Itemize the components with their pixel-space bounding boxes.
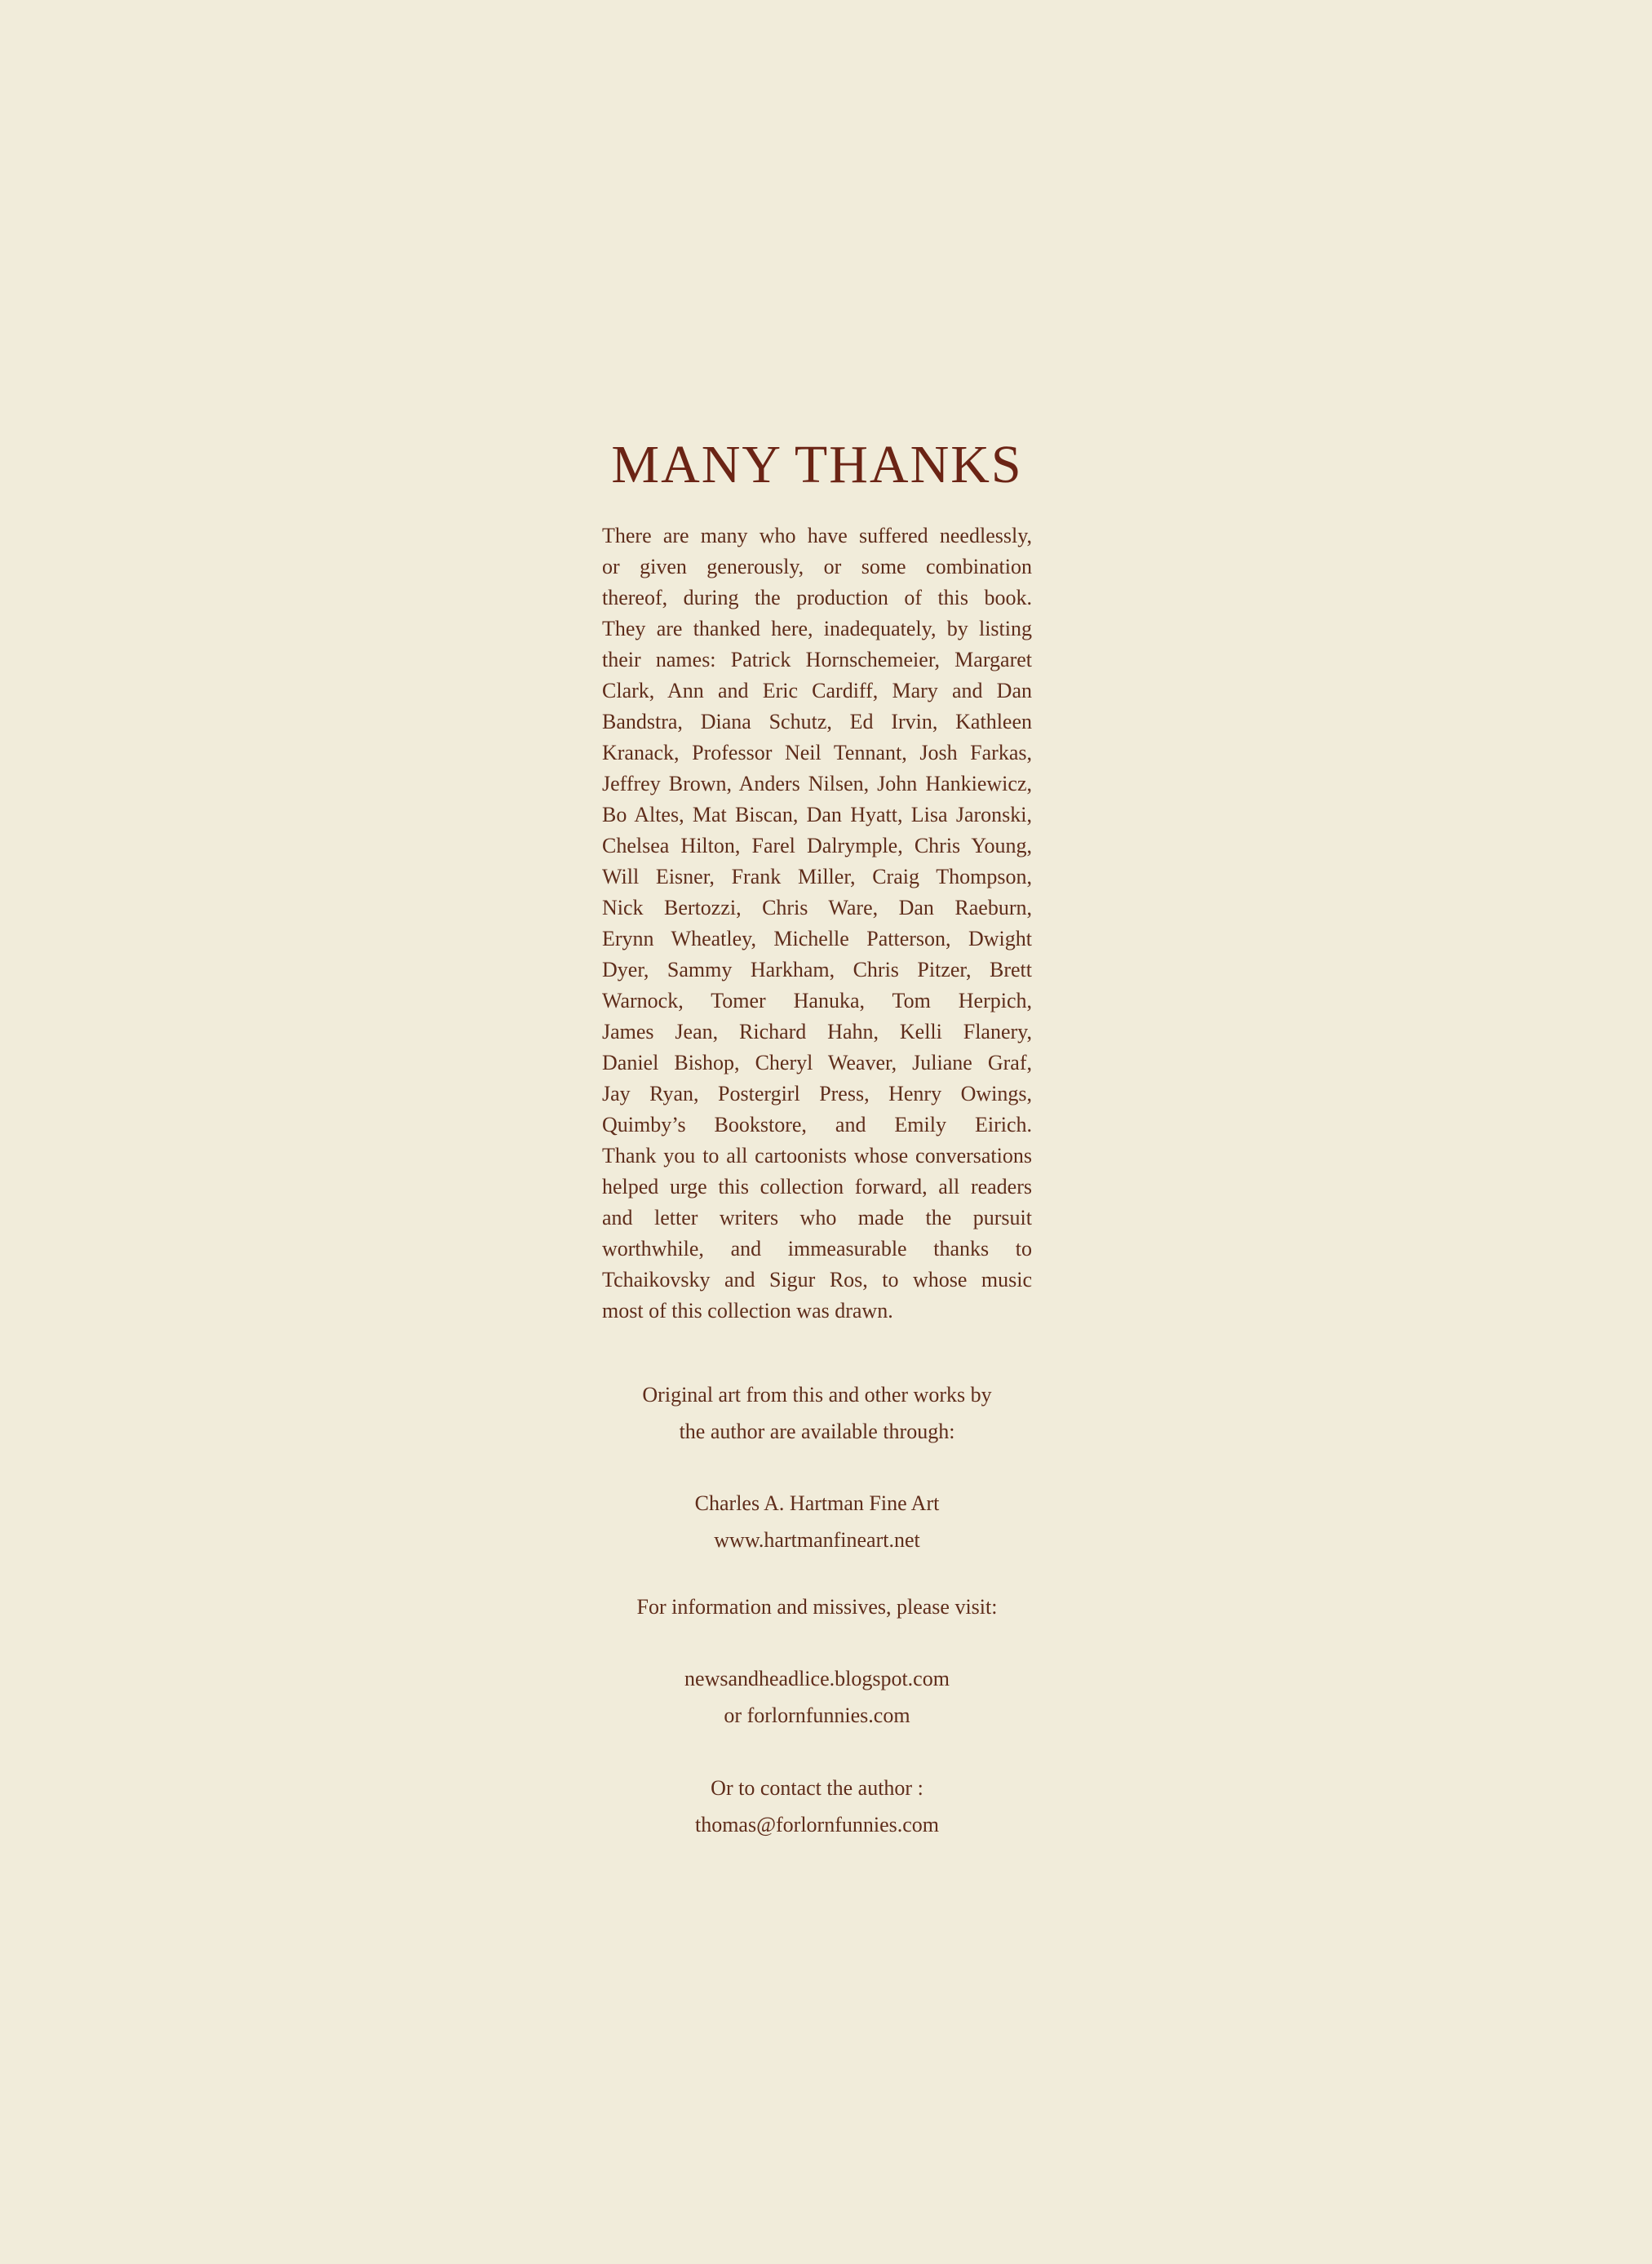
paragraph-line: Kranack, Professor Neil Tennant, Josh Farkas, xyxy=(602,741,1032,764)
paragraph-line: Bandstra, Diana Schutz, Ed Irvin, Kathleen xyxy=(602,710,1032,733)
paragraph-line: most of this collection was drawn. xyxy=(602,1299,893,1323)
blog-url: newsandheadlice.blogspot.com xyxy=(684,1667,950,1690)
paragraph-line: Nick Bertozzi, Chris Ware, Dan Raeburn, xyxy=(602,896,1032,919)
paragraph-line: Will Eisner, Frank Miller, Craig Thompson, xyxy=(602,865,1032,888)
original-art-note-line-2: the author are available through: xyxy=(679,1420,955,1443)
paragraph-line: Erynn Wheatley, Michelle Patterson, Dwight xyxy=(602,927,1032,950)
paragraph-line: Thank you to all cartoonists whose conversations xyxy=(602,1144,1032,1167)
paragraph-line: There are many who have suffered needlessly, xyxy=(602,524,1032,547)
original-art-note-line-1: Original art from this and other works by xyxy=(642,1383,992,1407)
paragraph-line: worthwhile, and immeasurable thanks to xyxy=(602,1237,1032,1260)
paragraph-line: Tchaikovsky and Sigur Ros, to whose music xyxy=(602,1268,1032,1291)
paragraph-line: They are thanked here, inadequately, by listing xyxy=(602,617,1032,640)
info-note-line: For information and missives, please visit: xyxy=(636,1595,998,1619)
contact-note xyxy=(602,1770,1032,1843)
paragraph-line: Warnock, Tomer Hanuka, Tom Herpich, xyxy=(602,989,1032,1012)
paragraph-line: Daniel Bishop, Cheryl Weaver, Juliane Graf, xyxy=(602,1051,1032,1074)
paragraph-line: Dyer, Sammy Harkham, Chris Pitzer, Brett xyxy=(602,958,1032,981)
alt-url: or forlornfunnies.com xyxy=(724,1704,910,1727)
paragraph-line: Jeffrey Brown, Anders Nilsen, John Hankiewicz, xyxy=(602,772,1032,795)
paragraph-line: Quimby’s Bookstore, and Emily Eirich. xyxy=(602,1113,1032,1136)
gallery-name: Charles A. Hartman Fine Art xyxy=(694,1491,940,1515)
paragraph-line: or given generously, or some combination xyxy=(602,555,1032,578)
paragraph-line: thereof, during the production of this book. xyxy=(602,586,1032,609)
gallery-url: www.hartmanfineart.net xyxy=(714,1528,920,1552)
contact-note-line: Or to contact the author : xyxy=(711,1776,923,1800)
paragraph-line: and letter writers who made the pursuit xyxy=(602,1206,1032,1229)
site-links xyxy=(602,1660,1032,1734)
paragraph-line: James Jean, Richard Hahn, Kelli Flanery, xyxy=(602,1020,1032,1043)
original-art-note xyxy=(602,1376,1032,1450)
paragraph-line: Chelsea Hilton, Farel Dalrymple, Chris Young, xyxy=(602,834,1032,857)
contact-email: thomas@forlornfunnies.com xyxy=(694,1813,940,1836)
acknowledgments-paragraph xyxy=(602,521,1032,1327)
gallery-info xyxy=(602,1485,1032,1558)
paragraph-line: Jay Ryan, Postergirl Press, Henry Owings, xyxy=(602,1082,1032,1105)
paragraph-line: Clark, Ann and Eric Cardiff, Mary and Dan xyxy=(602,679,1032,702)
page-title: MANY THANKS xyxy=(611,435,1023,494)
paragraph-line: helped urge this collection forward, all readers xyxy=(602,1175,1032,1198)
paragraph-line: their names: Patrick Hornschemeier, Margaret xyxy=(602,648,1032,671)
paragraph-line: Bo Altes, Mat Biscan, Dan Hyatt, Lisa Jaronski, xyxy=(602,803,1032,826)
info-note xyxy=(602,1588,1032,1625)
